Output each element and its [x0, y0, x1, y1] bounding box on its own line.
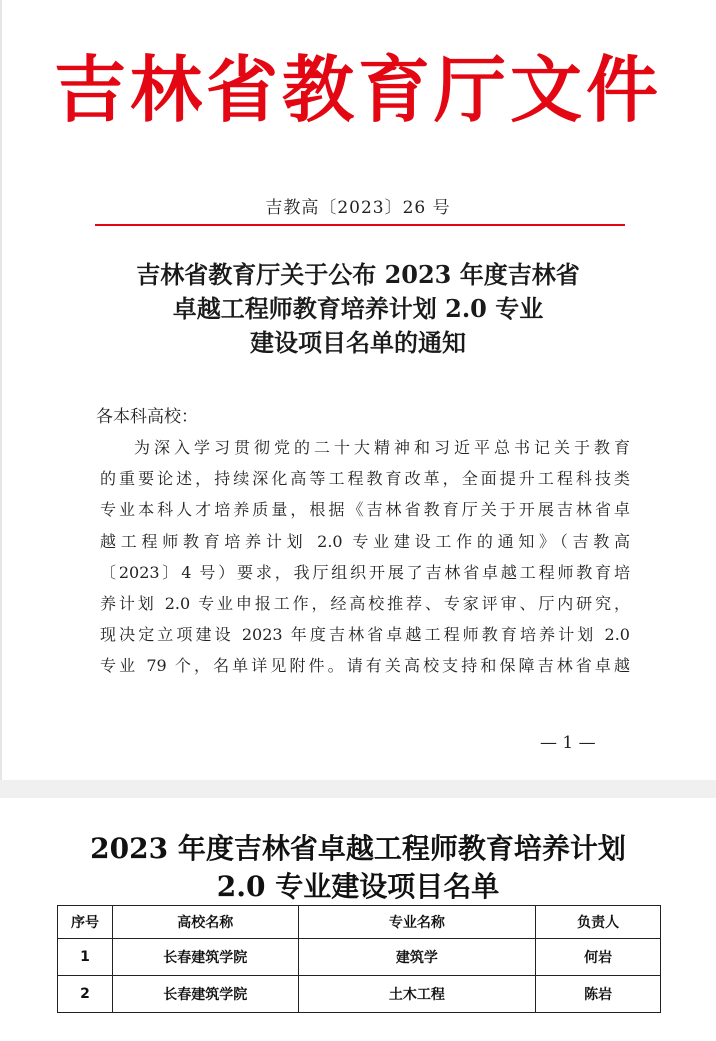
notice-title-line: 吉林省教育厅关于公布 2023 年度吉林省	[136, 260, 580, 289]
notice-title	[0, 258, 716, 360]
table-row	[58, 976, 661, 1013]
cell-leader: 陈岩	[536, 976, 661, 1013]
cell-major: 建筑学	[298, 939, 536, 976]
column-header-university: 高校名称	[112, 906, 298, 939]
body-line: 专业本科人才培养质量，根据《吉林省教育厅关于开展吉林省卓	[100, 500, 630, 520]
column-header-major: 专业名称	[298, 906, 536, 939]
document-header-title: 吉林省教育厅文件	[53, 47, 662, 132]
attachment-title-line: 2023 年度吉林省卓越工程师教育培养计划	[90, 832, 626, 865]
body-line: 的重要论述，持续深化高等工程教育改革，全面提升工程科技类	[100, 469, 630, 489]
body-line: 养计划 2.0 专业申报工作，经高校推荐、专家评审、厅内研究，	[100, 593, 630, 613]
salutation: 各本科高校：	[96, 407, 198, 427]
column-header-leader: 负责人	[536, 906, 661, 939]
notice-title-line: 建设项目名单的通知	[250, 328, 466, 357]
cell-university: 长春建筑学院	[112, 939, 298, 976]
document-number: 吉教高〔2023〕26 号	[265, 198, 451, 218]
project-list-table	[57, 905, 661, 1013]
cell-leader: 何岩	[536, 939, 661, 976]
body-line: 〔2023〕4 号）要求，我厅组织开展了吉林省卓越工程师教育培	[100, 562, 630, 582]
page-number: — 1 —	[540, 733, 596, 753]
cell-index: 2	[58, 976, 113, 1013]
cell-index: 1	[58, 939, 113, 976]
table-header-row	[58, 906, 661, 939]
notice-body	[100, 432, 630, 682]
body-line: 专业 79 个，名单详见附件。请有关高校支持和保障吉林省卓越	[100, 656, 630, 676]
page-gap	[0, 780, 716, 798]
document-page-2	[0, 798, 716, 1041]
body-line: 为深入学习贯彻党的二十大精神和习近平总书记关于教育	[134, 438, 630, 457]
red-divider	[95, 224, 625, 226]
cell-university: 长春建筑学院	[112, 976, 298, 1013]
cell-major: 土木工程	[298, 976, 536, 1013]
body-line: 越工程师教育培养计划 2.0 专业建设工作的通知》（吉教高	[100, 531, 630, 551]
table-row	[58, 939, 661, 976]
notice-title-line: 卓越工程师教育培养计划 2.0 专业	[172, 294, 544, 323]
column-header-index: 序号	[58, 906, 113, 939]
attachment-title	[0, 830, 716, 906]
attachment-title-line: 2.0 专业建设项目名单	[216, 870, 500, 903]
body-line: 现决定立项建设 2023 年度吉林省卓越工程师教育培养计划 2.0	[100, 625, 630, 645]
